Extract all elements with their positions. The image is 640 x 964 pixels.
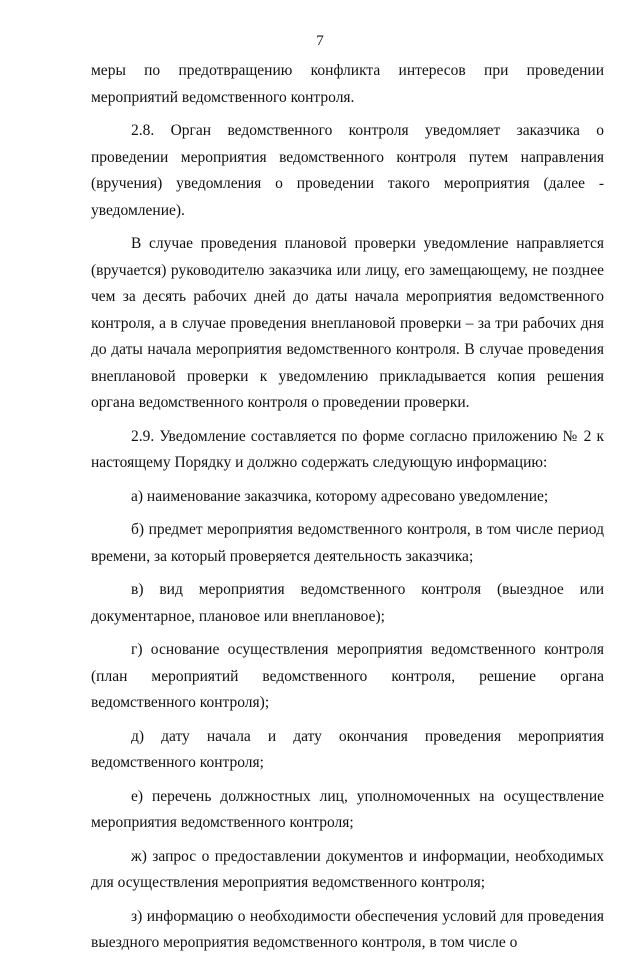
list-item-z: з) информацию о необходимости обеспечения условий для проведения выездного мероприятия ведомственного контроля, в том числе о (91, 907, 604, 951)
paragraph-2-8: 2.8. Орган ведомственного контроля уведомляет заказчика о проведении мероприятия ведомственного контроля путем направления (вручения) уведомления о проведении такого мероприятия (далее - уведомление). (91, 122, 604, 219)
list-item-zh: ж) запрос о предоставлении документов и информации, необходимых для осуществления мероприятия ведомственного контроля; (91, 847, 604, 891)
paragraph-notice-timing: В случае проведения плановой проверки уведомление направляется (вручается) руководителю заказчика или лицу, его замещающему, не позднее чем за десять рабочих дней до даты начала мероприятия ведомственного контроля, а в случае проведения внеплановой проверки – за три рабочих дня до даты начала мероприятия ведомственного контроля. В случае проведения внеплановой проверки к уведомлению прикладывается копия решения органа ведомственного контроля о проведении проверки. (91, 235, 604, 411)
document-body (91, 58, 604, 964)
list-item-a: а) наименование заказчика, которому адресовано уведомление; (131, 487, 549, 505)
list-item-b: б) предмет мероприятия ведомственного контроля, в том числе период времени, за который проверяется деятельность заказчика; (91, 521, 604, 565)
list-item-v: в) вид мероприятия ведомственного контроля (выездное или документарное, плановое или внеплановое); (91, 581, 604, 625)
page-number: 7 (316, 33, 324, 49)
list-item-g: г) основание осуществления мероприятия ведомственного контроля (план мероприятий ведомственного контроля, решение органа ведомственного контроля); (91, 641, 604, 711)
paragraph-continuation: меры по предотвращению конфликта интересов при проведении мероприятий ведомственного контроля. (91, 62, 604, 106)
paragraph-2-9: 2.9. Уведомление составляется по форме согласно приложению № 2 к настоящему Порядку и должно содержать следующую информацию: (91, 427, 604, 471)
list-item-e: е) перечень должностных лиц, уполномоченных на осуществление мероприятия ведомственного контроля; (91, 787, 604, 831)
list-item-d: д) дату начала и дату окончания проведения мероприятия ведомственного контроля; (91, 727, 604, 771)
